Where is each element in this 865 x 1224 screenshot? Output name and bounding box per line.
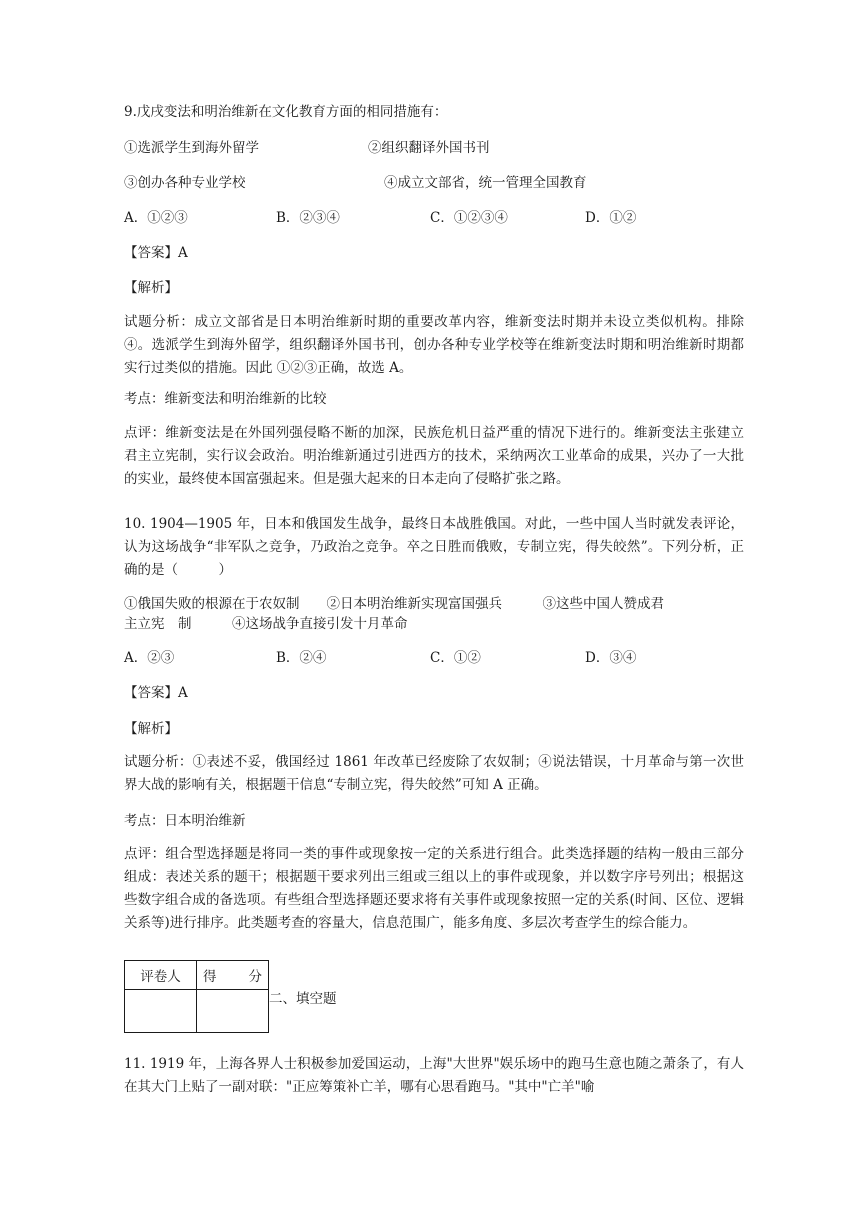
q10-option-c: C．①②: [430, 650, 481, 666]
q9-answer: 【答案】A: [124, 245, 188, 261]
q9-kaodian: 考点：维新变法和明治维新的比较: [124, 391, 327, 407]
q9-item-4: ④成立文部省，统一管理全国教育: [384, 175, 587, 191]
q10-analysis: 试题分析：①表述不妥，俄国经过 1861 年改革已经废除了农奴制；④说法错误，十月革命与第一次世界大战的影响有关，根据题干信息“专制立宪，得失皎然”可知 A 正确。: [124, 754, 744, 793]
q9-stem: 9.戊戌变法和明治维新在文化教育方面的相同措施有：: [124, 104, 448, 120]
q9-option-d: D．①②: [585, 210, 637, 226]
q10-option-b: B．②④: [276, 650, 327, 666]
q9-analysis: 试题分析：成立文部省是日本明治维新时期的重要改革内容，维新变法时期并未设立类似机构。排除④。选派学生到海外留学，组织翻译外国书刊，创办各种专业学校等在维新变法时期和明治维新时期都实行过类似的措施。因此 ①②③正确，故选 A。: [124, 314, 744, 376]
q9-item-2: ②组织翻译外国书刊: [368, 140, 490, 156]
q11-stem: 11. 1919 年，上海各界人士积极参加爱国运动，上海"大世界"娱乐场中的跑马生意也随之萧条了，有人在其大门上贴了一副对联："正应筹策补亡羊，哪有心思看跑马。"其中"亡羊"喻: [124, 1056, 744, 1095]
reviewer-header: 评卷人: [125, 961, 197, 990]
q10-option-a: A．②③: [124, 650, 175, 666]
reviewer-cell: [125, 990, 197, 1033]
q9-option-a: A．①②③: [124, 210, 188, 226]
q9-item-1: ①选派学生到海外留学: [124, 140, 259, 156]
q9-item-3: ③创办各种专业学校: [124, 175, 246, 191]
score-cell: [197, 990, 269, 1033]
section-heading: 二、填空题: [269, 991, 337, 1007]
q10-items-line2: 主立宪 制 ④这场战争直接引发十月革命: [124, 616, 408, 632]
q9-analysis-heading: 【解析】: [124, 280, 178, 296]
q10-analysis-heading: 【解析】: [124, 721, 178, 737]
q10-answer: 【答案】A: [124, 685, 188, 701]
score-header: [197, 961, 269, 990]
score-table: [124, 960, 269, 1033]
q9-comment: 点评：维新变法是在外国列强侵略不断的加深，民族危机日益严重的情况下进行的。维新变法主张建立君主立宪制，实行议会政治。明治维新通过引进西方的技术，采纳两次工业革命的成果，兴办了一大批的实业，最终使本国富强起来。但是强大起来的日本走向了侵略扩张之路。: [124, 425, 744, 487]
q10-comment: 点评：组合型选择题是将同一类的事件或现象按一定的关系进行组合。此类选择题的结构一般由三部分组成：表述关系的题干；根据题干要求列出三组或三组以上的事件或现象，并以数字序号列出；根据这些数字组合成的备选项。有些组合型选择题还要求将有关事件或现象按照一定的关系(时间、区位、逻辑关系等)进行排序。此类题考查的容量大，信息范围广，能多角度、多层次考查学生的综合能力。: [124, 846, 744, 931]
q10-option-d: D．③④: [585, 650, 637, 666]
q9-option-b: B．②③④: [276, 210, 340, 226]
q10-kaodian: 考点：日本明治维新: [124, 813, 246, 829]
score-header-left: 得: [203, 969, 217, 985]
q9-option-c: C．①②③④: [430, 210, 508, 226]
q10-items-line1: ①俄国失败的根源在于农奴制 ②日本明治维新实现富国强兵 ③这些中国人赞成君: [124, 596, 664, 612]
q10-stem: 10. 1904—1905 年，日本和俄国发生战争，最终日本战胜俄国。对此，一些中国人当时就发表评论，认为这场战争“非军队之竞争，乃政治之竞争。卒之日胜而俄败，专制立宪，得失皎然”。下列分析，正确的是（ ）: [124, 516, 744, 578]
score-header-right: 分: [248, 969, 262, 985]
